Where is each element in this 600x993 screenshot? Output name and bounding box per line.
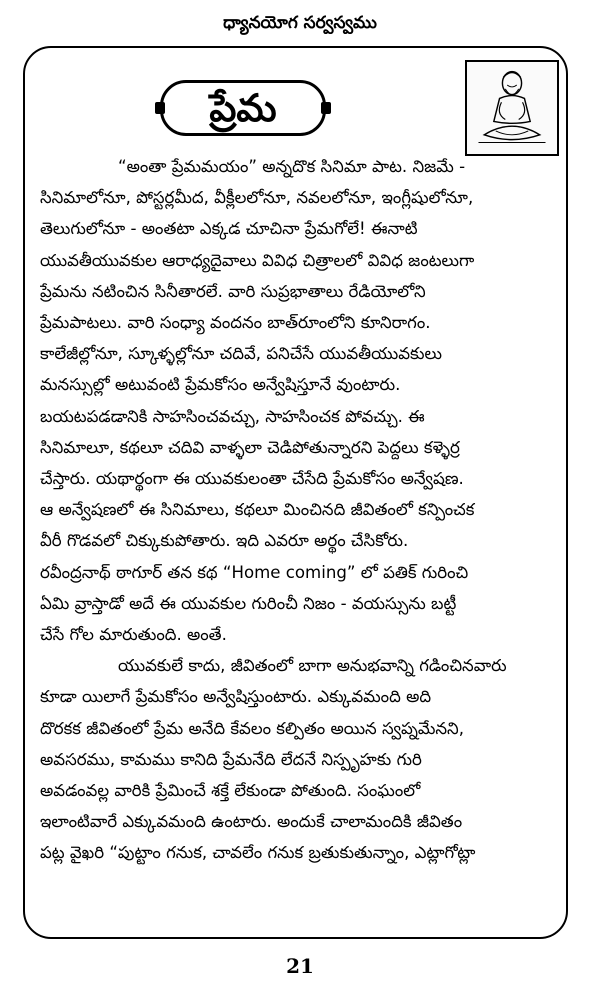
text-line: ప్రేమను నటించిన సినీతారలే. వారి సుప్రభాతాలు రేడియోలోని (40, 281, 426, 301)
text-line: కూడా యిలాగే ప్రేమకోసం అన్వేషిస్తుంటారు. ఎక్కువమంది అది (40, 687, 432, 707)
text-line: అవడంవల్ల వారికి ప్రేమించే శక్తే లేకుండా పోతుంది. సంఘంలో (40, 781, 421, 801)
text-line: పట్ల వైఖరి “పుట్టాం గనుక, చావలేం గనుక బ్రతుకుతున్నాం, ఎట్లాగోట్లా (40, 843, 476, 863)
text-line: ప్రేమపాటలు. వారి సంధ్యా వందనం బాత్‌రూంలోని కూనిరాగం. (40, 313, 431, 333)
text-line: ఆ అన్వేషణలో ఈ సినిమాలు, కథలూ మించినది జీవితంలో కన్పించక (40, 500, 475, 520)
paragraph-1 (40, 151, 570, 650)
chapter-title-box (160, 80, 326, 136)
text-line: యువకులే కాదు, జీవితంలో బాగా అనుభవాన్ని గడించినవారు (118, 656, 507, 676)
page-number: 21 (286, 954, 314, 978)
text-line: ఏమి వ్రాస్తాడో అదే ఈ యువకుల గురించీ నిజం - వయస్సును బట్టీ (40, 593, 457, 613)
chapter-title: ప్రేమ (209, 86, 277, 130)
text-line: బయటపడడానికి సాహసించవచ్చు, సాహసించక పోవచ్చు. ఈ (40, 406, 425, 426)
running-header-book-title: ధ్యానయోగ సర్వస్వము (223, 13, 377, 33)
text-line: సినిమాలోనూ, పోస్టర్లమీద, వీక్లీలలోనూ, నవలలోనూ, ఇంగ్లీషులోనూ, (40, 188, 474, 208)
text-line: అవసరము, కామము కానిది ప్రేమనేది లేదనే నిస్పృహకు గురి (40, 749, 422, 769)
text-line: మనస్సుల్లో అటువంటి ప్రేమకోసం అన్వేషిస్తూనే వుంటారు. (40, 375, 401, 395)
paragraph-2 (40, 650, 570, 868)
text-line: కాలేజీల్లోనూ, స్కూళ్ళల్లోనూ చదివే, పనిచేసే యువతీయువకులు (40, 344, 442, 364)
text-line: వీరీ గొడవలో చిక్కుకుపోతారు. ఇది ఎవరూ అర్థం చేసికోరు. (40, 531, 409, 551)
chapter-body-text (40, 151, 570, 869)
text-line: చేసే గోల మారుతుంది. అంతే. (40, 625, 227, 645)
text-line: చేస్తారు. యథార్థంగా ఈ యువకులంతా చేసేది ప్రేమకోసం అన్వేషణ. (40, 469, 464, 489)
text-line: తెలుగులోనూ - అంతటా ఎక్కడ చూచినా ప్రేమగోలే! ఈనాటి (40, 219, 418, 239)
text-line: యువతీయువకుల ఆరాధ్యదైవాలు వివిధ చిత్రాలలో వివిధ జంటలుగా (40, 250, 475, 270)
text-line: రవీంద్రనాథ్ ఠాగూర్ తన కథ “Home coming” లో పతిక్ గురించి (40, 562, 469, 582)
text-line: “అంతా ప్రేమమయం” అన్నదొక సినిమా పాట. నిజమే - (118, 157, 466, 176)
text-line: సినిమాలూ, కథలూ చదివి వాళ్ళలా చెడిపోతున్నారని పెద్దలు కళ్ళెర్ర (40, 437, 460, 457)
seated-guru-portrait-icon (465, 60, 559, 156)
text-line: దొరకక జీవితంలో ప్రేమ అనేది కేవలం కల్పితం అయిన స్వప్నమేనని, (40, 718, 464, 738)
text-line: ఇలాంటివారే ఎక్కువమంది ఉంటారు. అందుకే చాలామందికి జీవితం (40, 812, 463, 832)
